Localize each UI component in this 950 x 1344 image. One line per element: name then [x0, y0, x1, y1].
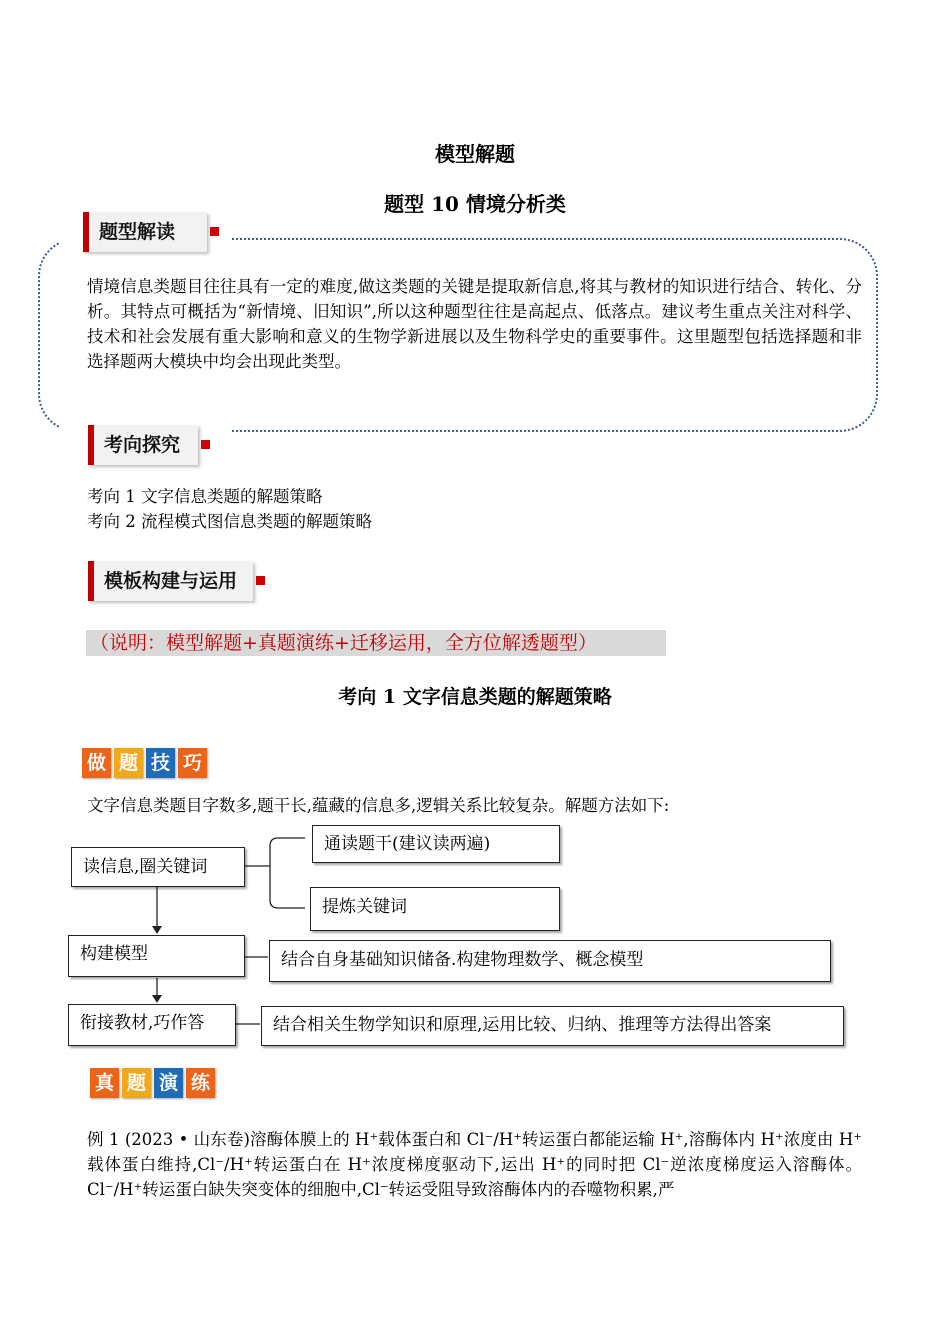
flow-step-build-model-detail: 结合自身基础知识储备.构建物理数学、概念模型	[269, 940, 831, 982]
intro-paragraph: 情境信息类题目往往具有一定的难度,做这类题的关键是提取新信息,将其与教材的知识进行结合、转化、分析。其特点可概括为“新情境、旧知识”,所以这种题型往往是高起点、低落点。建议考生重点关注对科学、技术和社会发展有重大影响和意义的生物学新进展以及生物科学史的重要事件。这里题型包括选择题和非选择题两大模块中均会出现此类型。	[87, 277, 862, 371]
section-tag-label: 题型解读	[99, 221, 176, 243]
flow-step-read: 读信息,圈关键词	[71, 847, 245, 887]
example-1-text: 例 1 (2023 • 山东卷)溶酶体膜上的 H⁺载体蛋白和 Cl⁻/H⁺转运蛋白都能运输 H⁺,溶酶体内 H⁺浓度由 H⁺载体蛋白维持,Cl⁻/H⁺转运蛋白在 H⁺浓度梯度驱动下,运出 H⁺的同时把 Cl⁻逆浓度梯度运入溶酶体。Cl⁻/H⁺转运蛋白缺失突变体的细胞中,Cl⁻转运受阻导致溶酶体内的吞噬物积累,严	[87, 1130, 862, 1199]
direction-item-2: 考向 2 流程模式图信息类题的解题策略	[87, 512, 372, 531]
flow-step-read-through: 通读题干(建议读两遍)	[312, 825, 560, 863]
flow-step-build-model: 构建模型	[68, 935, 245, 977]
section-tag-label: 考向探究	[104, 434, 181, 456]
badge-char: 真	[90, 1068, 119, 1098]
direction-item-1: 考向 1 文字信息类题的解题策略	[87, 487, 323, 506]
explanation-note: （说明：模型解题+真题演练+迁移运用，全方位解透题型）	[86, 630, 666, 656]
flow-step-extract-keywords: 提炼关键词	[310, 887, 560, 931]
badge-char: 巧	[178, 748, 207, 778]
badge-char: 做	[82, 748, 111, 778]
badge-char: 演	[154, 1068, 183, 1098]
flow-step-answer: 衔接教材,巧作答	[68, 1004, 236, 1046]
direction1-heading: 考向 1 文字信息类题的解题策略	[338, 686, 612, 708]
tips-text: 文字信息类题目字数多,题干长,蕴藏的信息多,逻辑关系比较复杂。解题方法如下:	[87, 796, 670, 815]
exam-badge	[90, 1068, 215, 1098]
page-subtitle: 题型 10 情境分析类	[384, 192, 566, 216]
flow-step-answer-detail: 结合相关生物学知识和原理,运用比较、归纳、推理等方法得出答案	[261, 1006, 844, 1046]
badge-char: 技	[146, 748, 175, 778]
section-tag-label: 模板构建与运用	[104, 570, 238, 592]
badge-char: 题	[122, 1068, 151, 1098]
page-title: 模型解题	[435, 142, 515, 166]
badge-char: 练	[186, 1068, 215, 1098]
badge-char: 题	[114, 748, 143, 778]
